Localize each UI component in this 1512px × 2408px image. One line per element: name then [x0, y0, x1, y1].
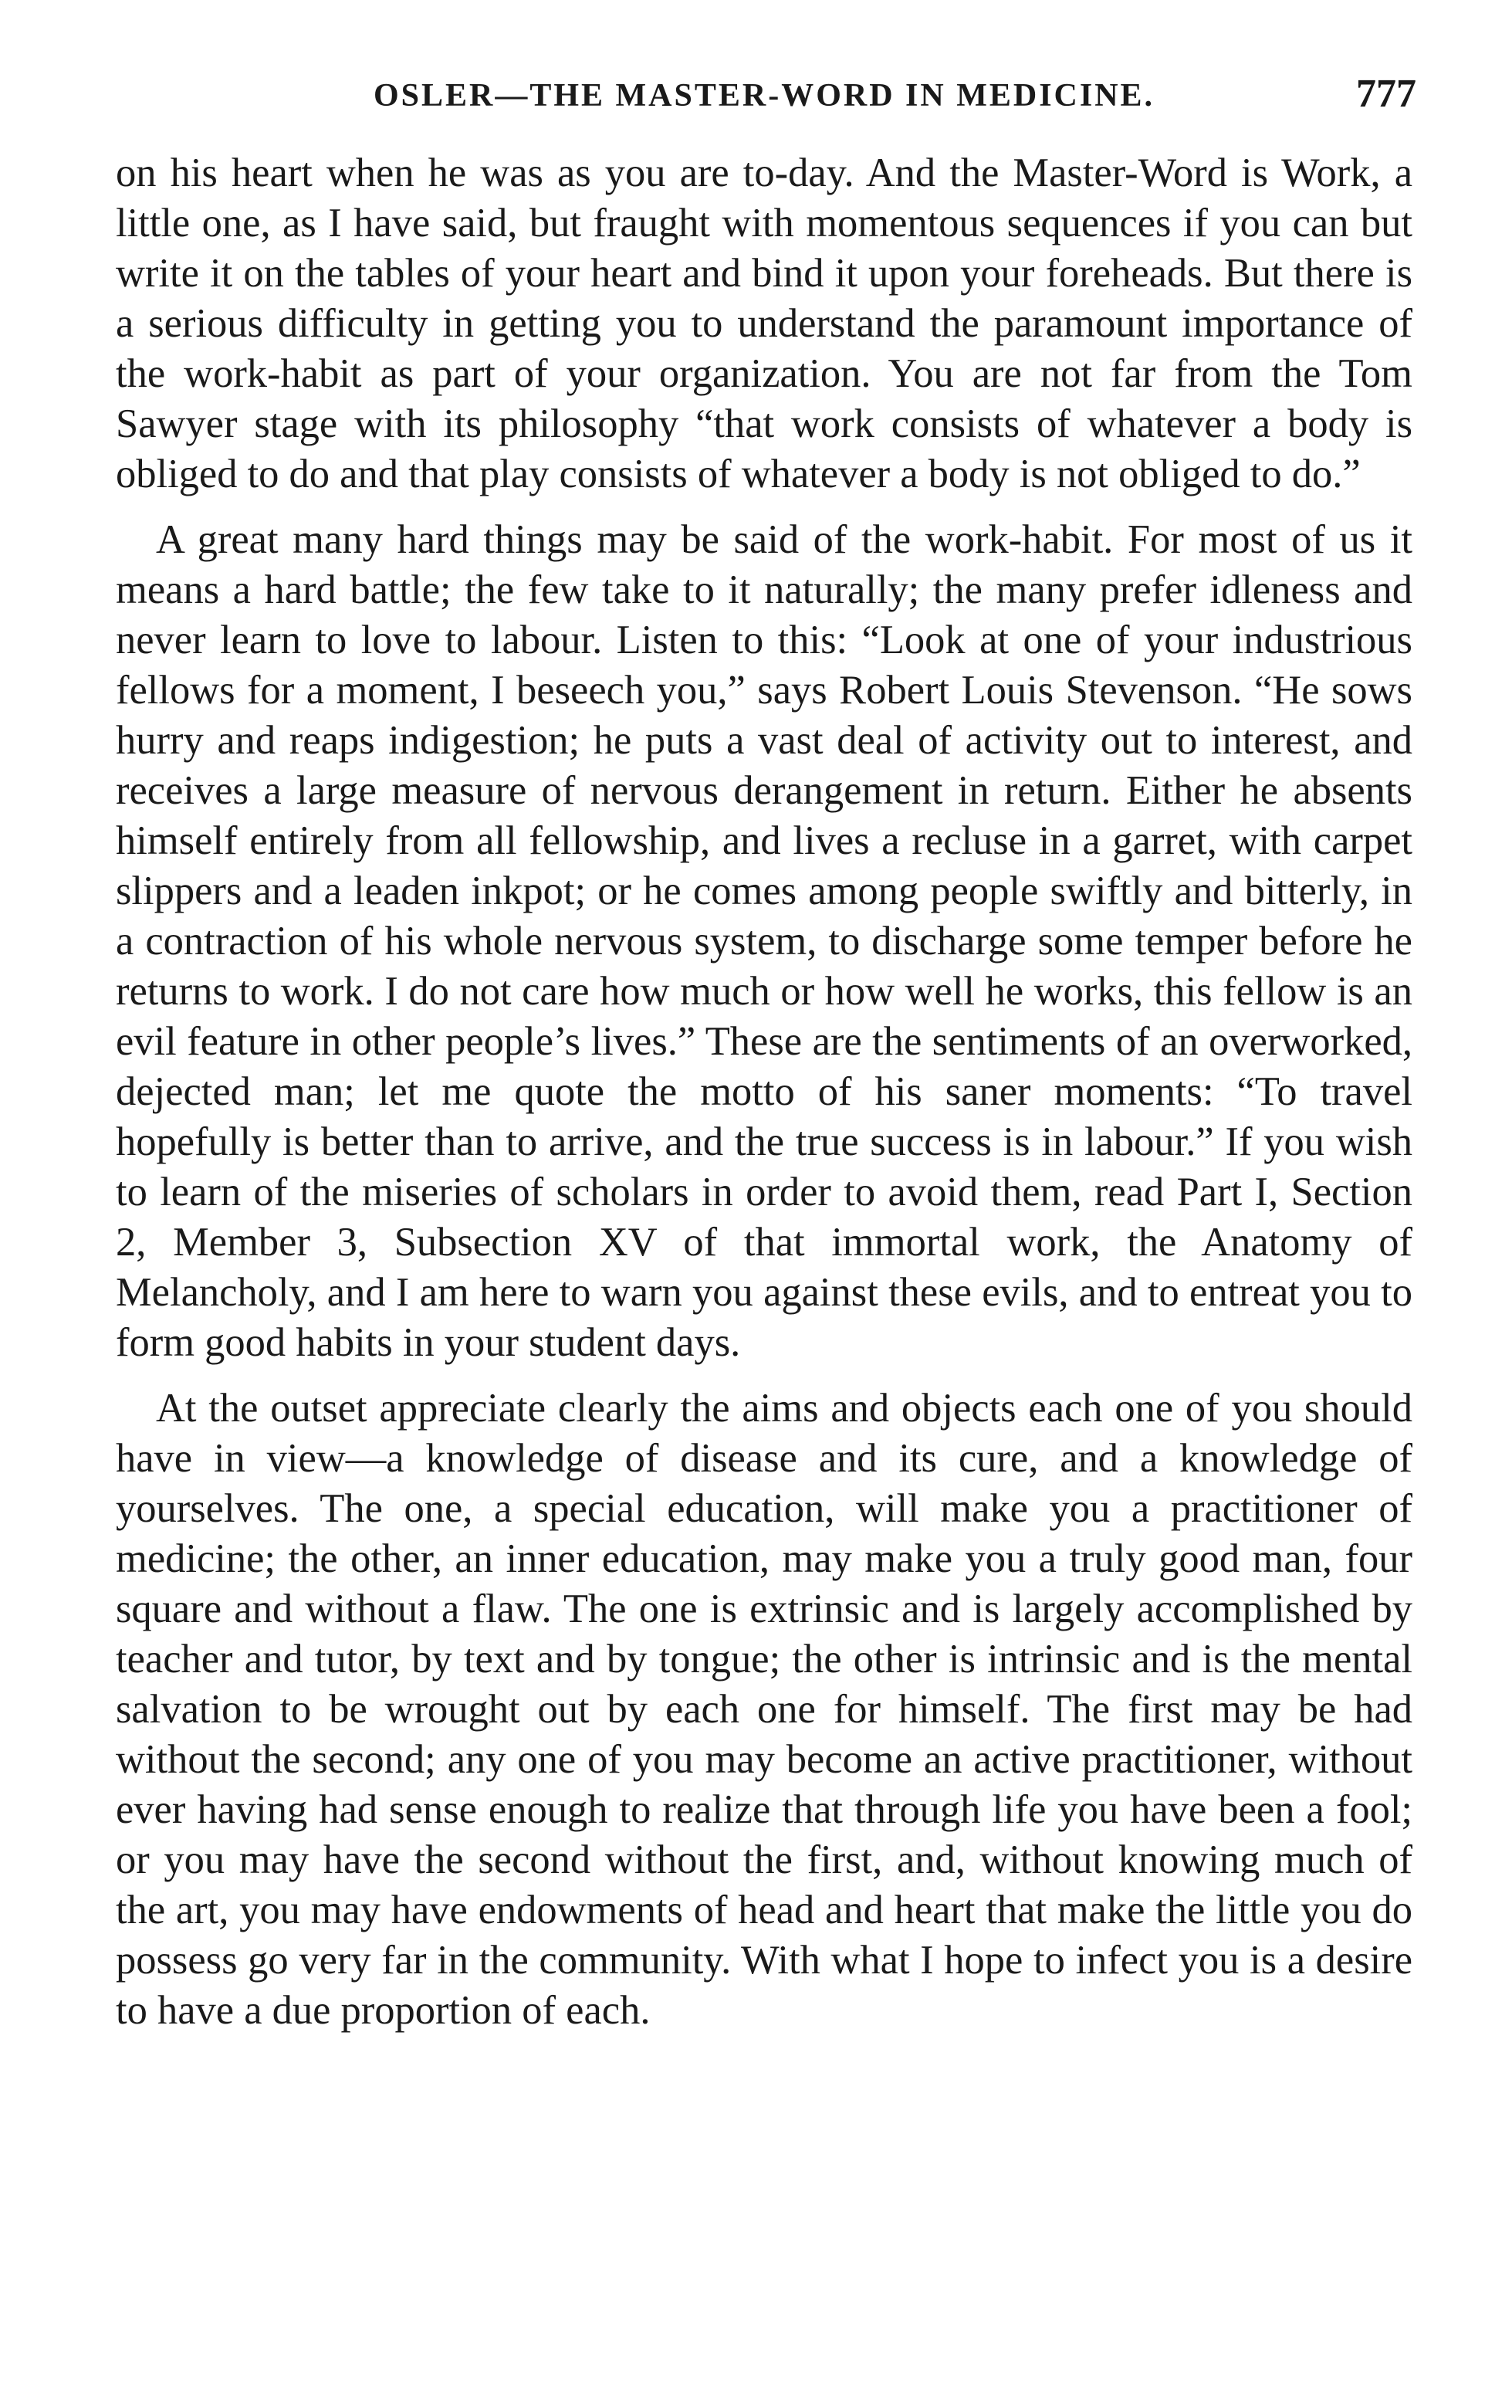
running-title: OSLER—THE MASTER-WORD IN MEDICINE. — [373, 78, 1155, 113]
book-page — [116, 69, 1416, 2051]
paragraph-1: on his heart when he was as you are to-day. And the Master-Word is Work, a little one, as I have said, but fraught with momentous sequences if you can but write it on the tables of your heart and bind it upon your foreheads. But there is a serious difficulty in getting you to understand the paramount importance of the work-habit as part of your organization. You are not far from the Tom Sawyer stage with its philosophy “that work consists of whatever a body is obliged to do and that play consists of whatever a body is not obliged to do.” — [116, 151, 1412, 496]
paragraph-2: A great many hard things may be said of the work-habit. For most of us it means a hard battle; the few take to it naturally; the many prefer idleness and never learn to love to labour. Listen to this: “Look at one of your industrious fellows for a moment, I beseech you,” says Robert Louis Stevenson. “He sows hurry and reaps indigestion; he puts a vast deal of activity out to interest, and receives a large measure of nervous derangement in return. Either he absents himself entirely from all fellowship, and lives a recluse in a garret, with carpet slippers and a leaden inkpot; or he comes among people swiftly and bitterly, in a contraction of his whole nervous system, to discharge some temper before he returns to work. I do not care how much or how well he works, this fellow is an evil feature in other people’s lives.” These are the sentiments of an overworked, dejected man; let me quote the motto of his saner moments: “To travel hopefully is better than to arrive, and the true success is in labour.” If you wish to learn of the miseries of scholars in order to avoid them, read Part I, Section 2, Member 3, Subsection XV of that immortal work, the Anatomy of Melancholy, and I am here to warn you against these evils, and to entreat you to form good habits in your student days. — [116, 517, 1412, 1365]
paragraph-3: At the outset appreciate clearly the aims and objects each one of you should have in view—a knowledge of disease and its cure, and a knowledge of yourselves. The one, a special education, will make you a practitioner of medicine; the other, an inner education, may make you a truly good man, four square and without a flaw. The one is extrinsic and is largely accomplished by teacher and tutor, by text and by tongue; the other is intrinsic and is the mental salvation to be wrought out by each one for himself. The first may be had without the second; any one of you may become an active practitioner, without ever having had sense enough to realize that through life you have been a fool; or you may have the second without the first, and, without knowing much of the art, you may have endowments of head and heart that make the little you do possess go very far in the community. With what I hope to infect you is a desire to have a due proportion of each. — [116, 1386, 1412, 2033]
running-head — [116, 69, 1416, 131]
body-text — [116, 148, 1412, 2036]
page-number: 777 — [1356, 72, 1416, 116]
